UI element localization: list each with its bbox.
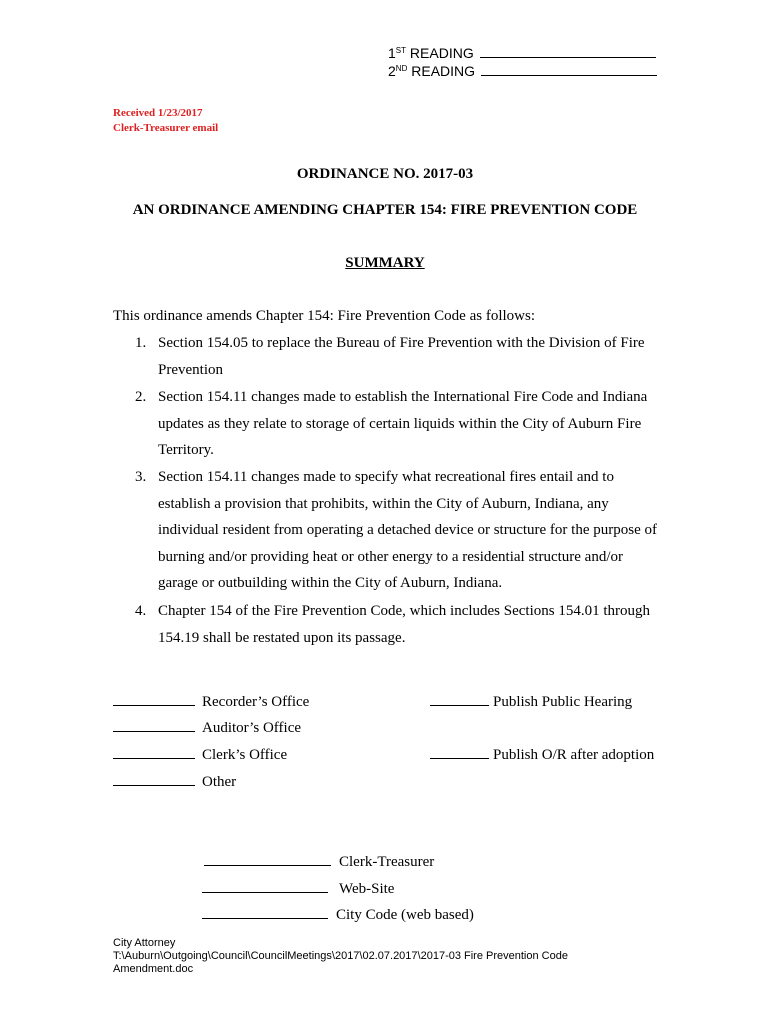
list-item-number: 1. (135, 335, 147, 351)
summary-heading: SUMMARY (345, 255, 425, 271)
first-reading-label: READING (409, 45, 474, 61)
list-item-number: 3. (135, 469, 147, 485)
list-item (135, 464, 665, 597)
list-item-text: Section 154.11 changes made to establish the International Fire Code and Indiana updates as they relate to storage of certain liquids within the City of Auburn Fire Territory. (158, 389, 648, 458)
blank-line (113, 717, 195, 732)
blank-line (430, 691, 489, 706)
distribution-recorders-office (113, 691, 309, 711)
second-reading-ordinal: 2 (388, 63, 396, 79)
list-item (135, 384, 665, 464)
distribution-label: Recorder’s Office (202, 694, 310, 710)
distribution-label: Publish O/R after adoption (493, 747, 655, 763)
second-reading-suffix: ND (395, 64, 408, 73)
ordinance-number: ORDINANCE NO. 2017-03 (296, 166, 474, 182)
distribution-publish-public-hearing (430, 691, 632, 711)
distribution-auditors-office (113, 717, 301, 737)
blank-line (202, 904, 328, 919)
first-reading-suffix: ST (395, 46, 407, 55)
first-reading-blank (480, 45, 656, 58)
blank-line (113, 771, 195, 786)
distribution-clerks-office (113, 744, 287, 764)
distribution-other (113, 771, 236, 791)
distribution-web-site (202, 878, 394, 898)
footer-author: City Attorney (113, 937, 176, 949)
ordinance-title: AN ORDINANCE AMENDING CHAPTER 154: FIRE PREVENTION CODE (132, 202, 638, 218)
footer-file-path: T:\Auburn\Outgoing\Council\CouncilMeetings\2017\02.07.2017\2017-03 Fire Prevention Code (113, 950, 568, 962)
blank-line (430, 744, 489, 759)
distribution-label: City Code (web based) (336, 907, 474, 923)
second-reading-blank (481, 63, 657, 76)
distribution-label: Other (202, 774, 237, 790)
second-reading-label: READING (411, 63, 476, 79)
first-reading (388, 45, 656, 61)
list-item-text: Section 154.11 changes made to specify what recreational fires entail and to establish a provision that prohibits, within the City of Auburn, Indiana, any individual resident from operating a detached device or structure for the purpose of burning and/or providing heat or other energy to a residential structure and/or garage or outbuilding within the City of Auburn, Indiana. (158, 469, 657, 591)
second-reading (388, 63, 657, 79)
footer-file-name: Amendment.doc (113, 963, 194, 975)
blank-line (202, 878, 328, 893)
intro-text: This ordinance amends Chapter 154: Fire Prevention Code as follows: (113, 308, 535, 324)
distribution-city-code (202, 904, 474, 924)
distribution-label: Clerk-Treasurer (339, 854, 435, 870)
distribution-label: Auditor’s Office (202, 720, 302, 736)
list-item-text: Chapter 154 of the Fire Prevention Code, which includes Sections 154.01 through 154.19 shall be restated upon its passage. (158, 603, 651, 646)
blank-line (113, 691, 195, 706)
received-source: Clerk-Treasurer email (113, 122, 219, 134)
list-item-number: 2. (135, 389, 147, 405)
received-date: Received 1/23/2017 (113, 107, 203, 119)
distribution-label: Clerk’s Office (202, 747, 288, 763)
list-item-number: 4. (135, 603, 147, 619)
distribution-label: Web-Site (339, 881, 395, 897)
list-item (135, 330, 665, 383)
received-note (113, 106, 218, 136)
footer (113, 937, 568, 976)
list-item-text: Section 154.05 to replace the Bureau of Fire Prevention with the Division of Fire Prevention (158, 335, 645, 378)
list-item (135, 598, 665, 651)
distribution-label: Publish Public Hearing (493, 694, 633, 710)
first-reading-ordinal: 1 (388, 45, 396, 61)
blank-line (113, 744, 195, 759)
distribution-clerk-treasurer (204, 851, 434, 871)
blank-line (204, 851, 331, 866)
distribution-publish-or (430, 744, 654, 764)
